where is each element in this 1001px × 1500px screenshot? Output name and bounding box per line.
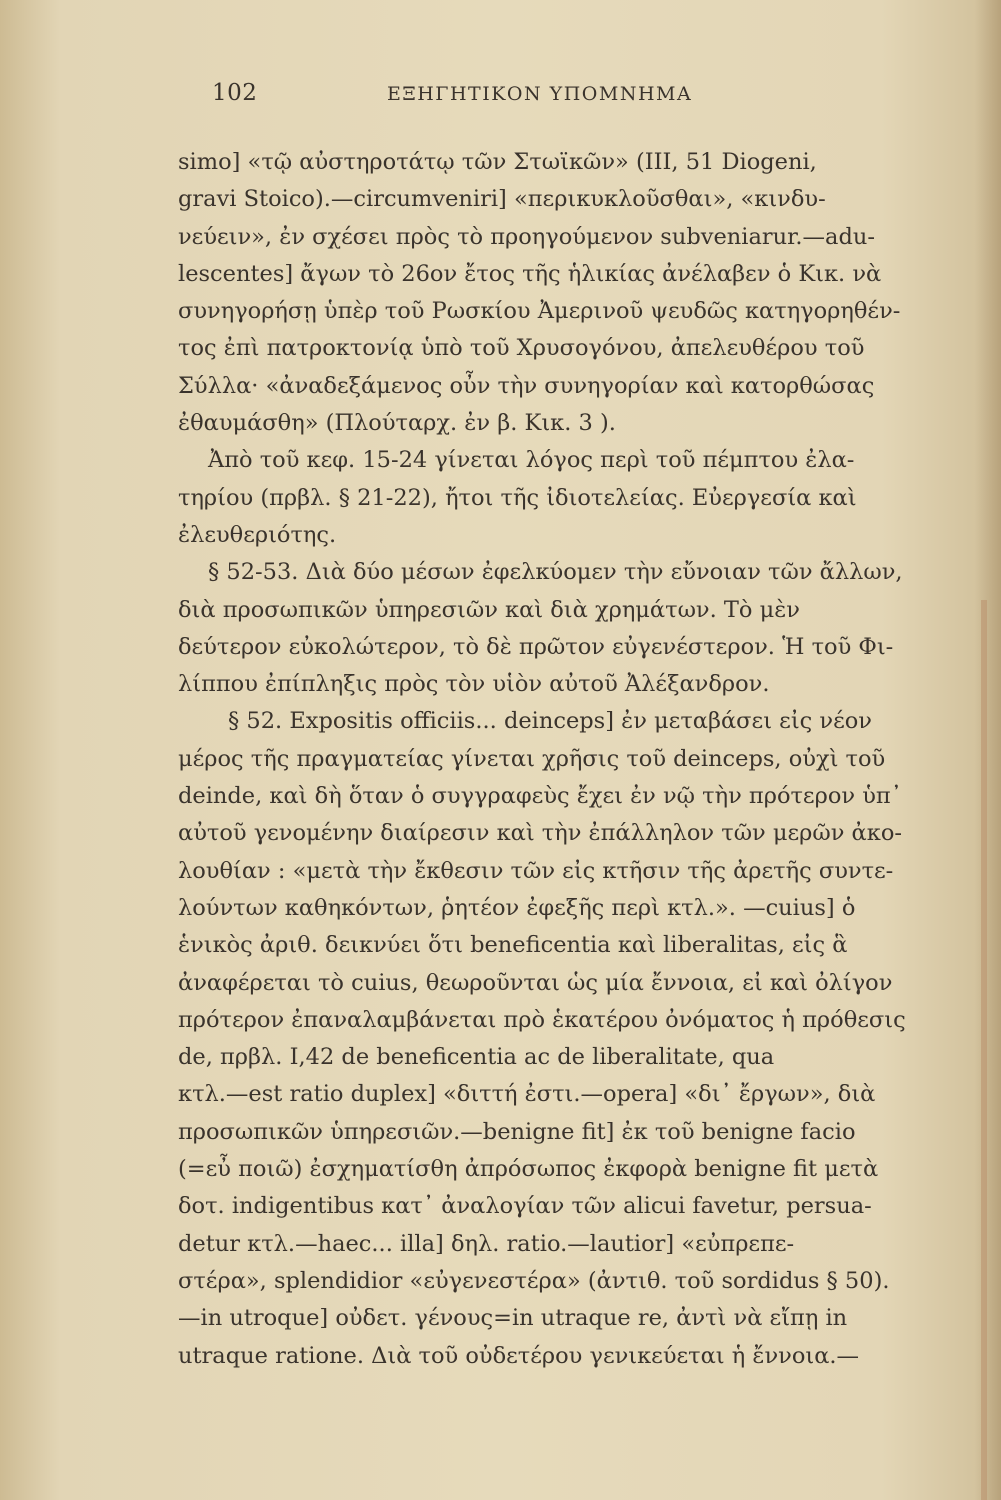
text-line: πρότερον ἐπαναλαμβάνεται πρὸ ἑκατέρου ὀνόματος ἡ πρόθεσις (178, 1006, 906, 1033)
text-line: simo] «τῷ αὐστηροτάτῳ τῶν Στωϊκῶν» (III, 51 Diogeni, (178, 149, 817, 175)
text-line: lescentes] ἄγων τὸ 26ον ἔτος τῆς ἡλικίας ἀνέλαβεν ὁ Κικ. νὰ (178, 260, 882, 287)
text-line: λουθίαν : «μετὰ τὴν ἔκθεσιν τῶν εἰς κτῆσιν τῆς ἀρετῆς συντε- (178, 857, 894, 884)
text-line: ἀναφέρεται τὸ cuius, θεωροῦνται ὡς μία ἔννοια, εἰ καὶ ὀλίγον (178, 969, 893, 996)
text-line: ἐθαυμάσθη» (Πλούταρχ. ἐν β. Κικ. 3 ). (178, 410, 616, 437)
text-line: συνηγορήσῃ ὑπὲρ τοῦ Ρωσκίου Ἀμερινοῦ ψευδῶς κατηγορηθέν- (178, 298, 901, 325)
text-line: διὰ προσωπικῶν ὑπηρεσιῶν καὶ διὰ χρημάτων. Τὸ μὲν (178, 596, 800, 623)
text-line: προσωπικῶν ὑπηρεσιῶν.—benigne fit] ἐκ τοῦ benigne facio (178, 1118, 856, 1145)
text-line: νεύειν», ἐν σχέσει πρὸς τὸ προηγούμενον subveniarur.—adu- (178, 223, 875, 250)
text-line: Ἀπὸ τοῦ κεφ. 15-24 γίνεται λόγος περὶ τοῦ πέμπτου ἐλα- (208, 447, 855, 474)
running-head: ΕΞΗΓΗΤΙΚΟΝ ΥΠΟΜΝΗΜΑ (387, 83, 693, 105)
text-line: ἐλευθεριότης. (178, 521, 337, 548)
text-line: gravi Stoico).—circumveniri] «περικυκλοῦσθαι», «κινδυ- (178, 186, 826, 213)
text-line: λούντων καθηκόντων, ῥητέον ἐφεξῆς περὶ κτλ.». —cuius] ὁ (178, 894, 856, 921)
text-line: δεύτερον εὐκολώτερον, τὸ δὲ πρῶτον εὐγενέστερον. Ἡ τοῦ Φι- (178, 633, 894, 660)
text-line: detur κτλ.—haec... illa] δηλ. ratio.—lautior] «εὐπρεπε- (178, 1230, 795, 1257)
commentary-text (178, 144, 906, 1375)
page-edge-shadow (975, 0, 1001, 1500)
text-line: deinde, καὶ δὴ ὅταν ὁ συγγραφεὺς ἔχει ἐν νῷ τὴν πρότερον ὑπ᾽ (178, 783, 902, 810)
text-line: —in utroque] οὐδετ. γένους=in utraque re, ἀντὶ νὰ εἴπῃ in (178, 1305, 848, 1332)
text-line: κτλ.—est ratio duplex] «διττή ἐστι.—opera] «δι᾽ ἔργων», διὰ (178, 1081, 876, 1108)
text-line: § 52-53. Διὰ δύο μέσων ἐφελκύομεν τὴν εὔνοιαν τῶν ἄλλων, (208, 559, 903, 586)
text-line: (=εὖ ποιῶ) ἐσχηματίσθη ἀπρόσωπος ἐκφορὰ benigne fit μετὰ (178, 1156, 879, 1183)
text-line: ἑνικὸς ἀριθ. δεικνύει ὅτι beneficentia καὶ liberalitas, εἰς ἃ (178, 932, 848, 959)
text-line: τηρίου (πρβλ. § 21-22), ἤτοι τῆς ἰδιοτελείας. Εὐεργεσία καὶ (178, 484, 857, 511)
page-number: 102 (212, 80, 258, 106)
text-line: στέρα», splendidior «εὐγενεστέρα» (ἀντιθ. τοῦ sordidus § 50). (178, 1267, 890, 1294)
text-line: utraque ratione. Διὰ τοῦ οὐδετέρου γενικεύεται ἡ ἔννοια.— (178, 1342, 860, 1369)
text-line: § 52. Expositis officiis... deinceps] ἐν μεταβάσει εἰς νέον (228, 708, 872, 735)
text-line: αὐτοῦ γενομένην διαίρεσιν καὶ τὴν ἐπάλληλον τῶν μερῶν ἀκο- (178, 820, 902, 847)
text-line: μέρος τῆς πραγματείας γίνεται χρῆσις τοῦ deinceps, οὐχὶ τοῦ (178, 745, 886, 772)
text-line: Σύλλα· «ἀναδεξάμενος οὖν τὴν συνηγορίαν καὶ κατορθώσας (178, 372, 875, 399)
page-header (212, 80, 732, 114)
text-line: δοτ. indigentibus κατ᾽ ἀναλογίαν τῶν alicui favetur, persua- (178, 1193, 872, 1220)
text-line: de, πρβλ. I,42 de beneficentia ac de liberalitate, qua (178, 1044, 775, 1071)
text-line: τος ἐπὶ πατροκτονίᾳ ὑπὸ τοῦ Χρυσογόνου, ἀπελευθέρου τοῦ (178, 335, 865, 362)
text-line: λίππου ἐπίπληξις πρὸς τὸν υἱὸν αὐτοῦ Ἀλέξανδρον. (178, 671, 770, 698)
binding-strip (981, 600, 987, 1500)
